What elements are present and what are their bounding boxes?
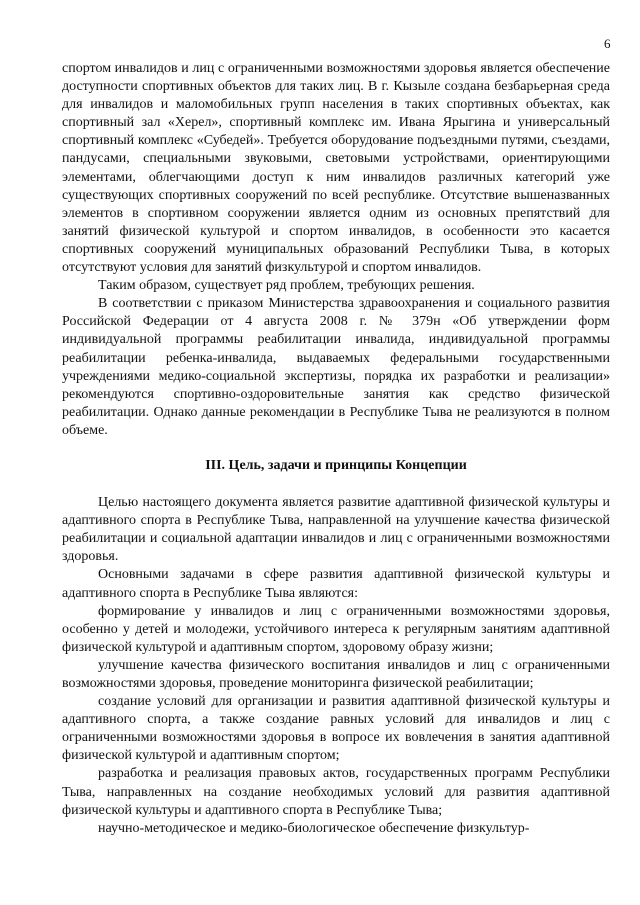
paragraph-problems-summary: Таким образом, существует ряд проблем, требующих решения. xyxy=(98,278,475,294)
task-item-quality: улучшение качества физического воспитания инвалидов и лиц с ограниченными возможностями здоровья, проведение мониторинга физической реабилитации; xyxy=(62,657,610,691)
document-body xyxy=(62,60,610,838)
task-item-conditions: создание условий для организации и развития адаптивной физической культуры и адаптивного спорта, а также создание равных условий для инвалидов и лиц с ограниченными возможностями здоровья в вопросе их вовлечения в занятия адаптивной физической культурой и адаптивным спортом; xyxy=(62,694,610,764)
task-item-legal-acts: разработка и реализация правовых актов, государственных программ Республики Тыва, направленных на создание необходимых условий для развития адаптивной физической культуры и адаптивного спорта в Республике Тыва; xyxy=(62,766,610,818)
page-number: 6 xyxy=(604,36,611,51)
paragraph-tasks-intro: Основными задачами в сфере развития адаптивной физической культуры и адаптивного спорта в Республике Тыва являются: xyxy=(62,567,610,601)
paragraph-ministry-order: В соответствии с приказом Министерства здравоохранения и социального развития Российской Федерации от 4 августа 2008 г. № 379н «Об утверждении форм индивидуальной программы реабилитации инвалида, индивидуальной программы реабилитации ребенка-инвалида, выдаваемых федеральными государственными учреждениями медико-социальной экспертизы, порядка их разработки и реализации» рекомендуются спортивно-оздоровительные занятия как средство физической реабилитации. Однако данные рекомендации в Республике Тыва не реализуются в полном объеме. xyxy=(62,296,610,438)
task-item-interest: формирование у инвалидов и лиц с ограниченными возможностями здоровья, особенно у детей и молодежи, устойчивого интереса к регулярным занятиям адаптивной физической культурой и адаптивным спортом, здоровому образу жизни; xyxy=(62,603,610,655)
paragraph-goal: Целью настоящего документа является развитие адаптивной физической культуры и адаптивного спорта в Республике Тыва, направленной на улучшение качества физической реабилитации и социальной адаптации инвалидов и лиц с ограниченными возможностями здоровья. xyxy=(62,495,610,565)
paragraph-continuation: спортом инвалидов и лиц с ограниченными возможностями здоровья является обеспечение доступности спортивных объектов для таких лиц. В г. Кызыле создана безбарьерная среда для инвалидов и маломобильных групп населения в таких спортивных объектах, как спортивный зал «Херел», спортивный комплекс им. Ивана Ярыгина и универсальный спортивный комплекс «Субедей». Требуется оборудование подъездными путями, съездами, пандусами, специальными звуковыми, световыми устройствами, ориентирующими элементами, облегчающими доступ к ним инвалидов различных категорий уже существующих спортивных сооружений по всей республике. Отсутствие вышеназванных элементов в спортивном сооружении является одним из основных препятствий для занятий физической культурой и спортом инвалидов, в особенности это касается спортивных сооружений муниципальных образований Республики Тыва, в которых отсутствуют условия для занятий физкультурой и спортом инвалидов. xyxy=(62,61,610,276)
section-heading: III. Цель, задачи и принципы Концепции xyxy=(205,457,467,473)
task-item-scientific-support: научно-методическое и медико-биологическое обеспечение физкультур- xyxy=(98,820,530,836)
